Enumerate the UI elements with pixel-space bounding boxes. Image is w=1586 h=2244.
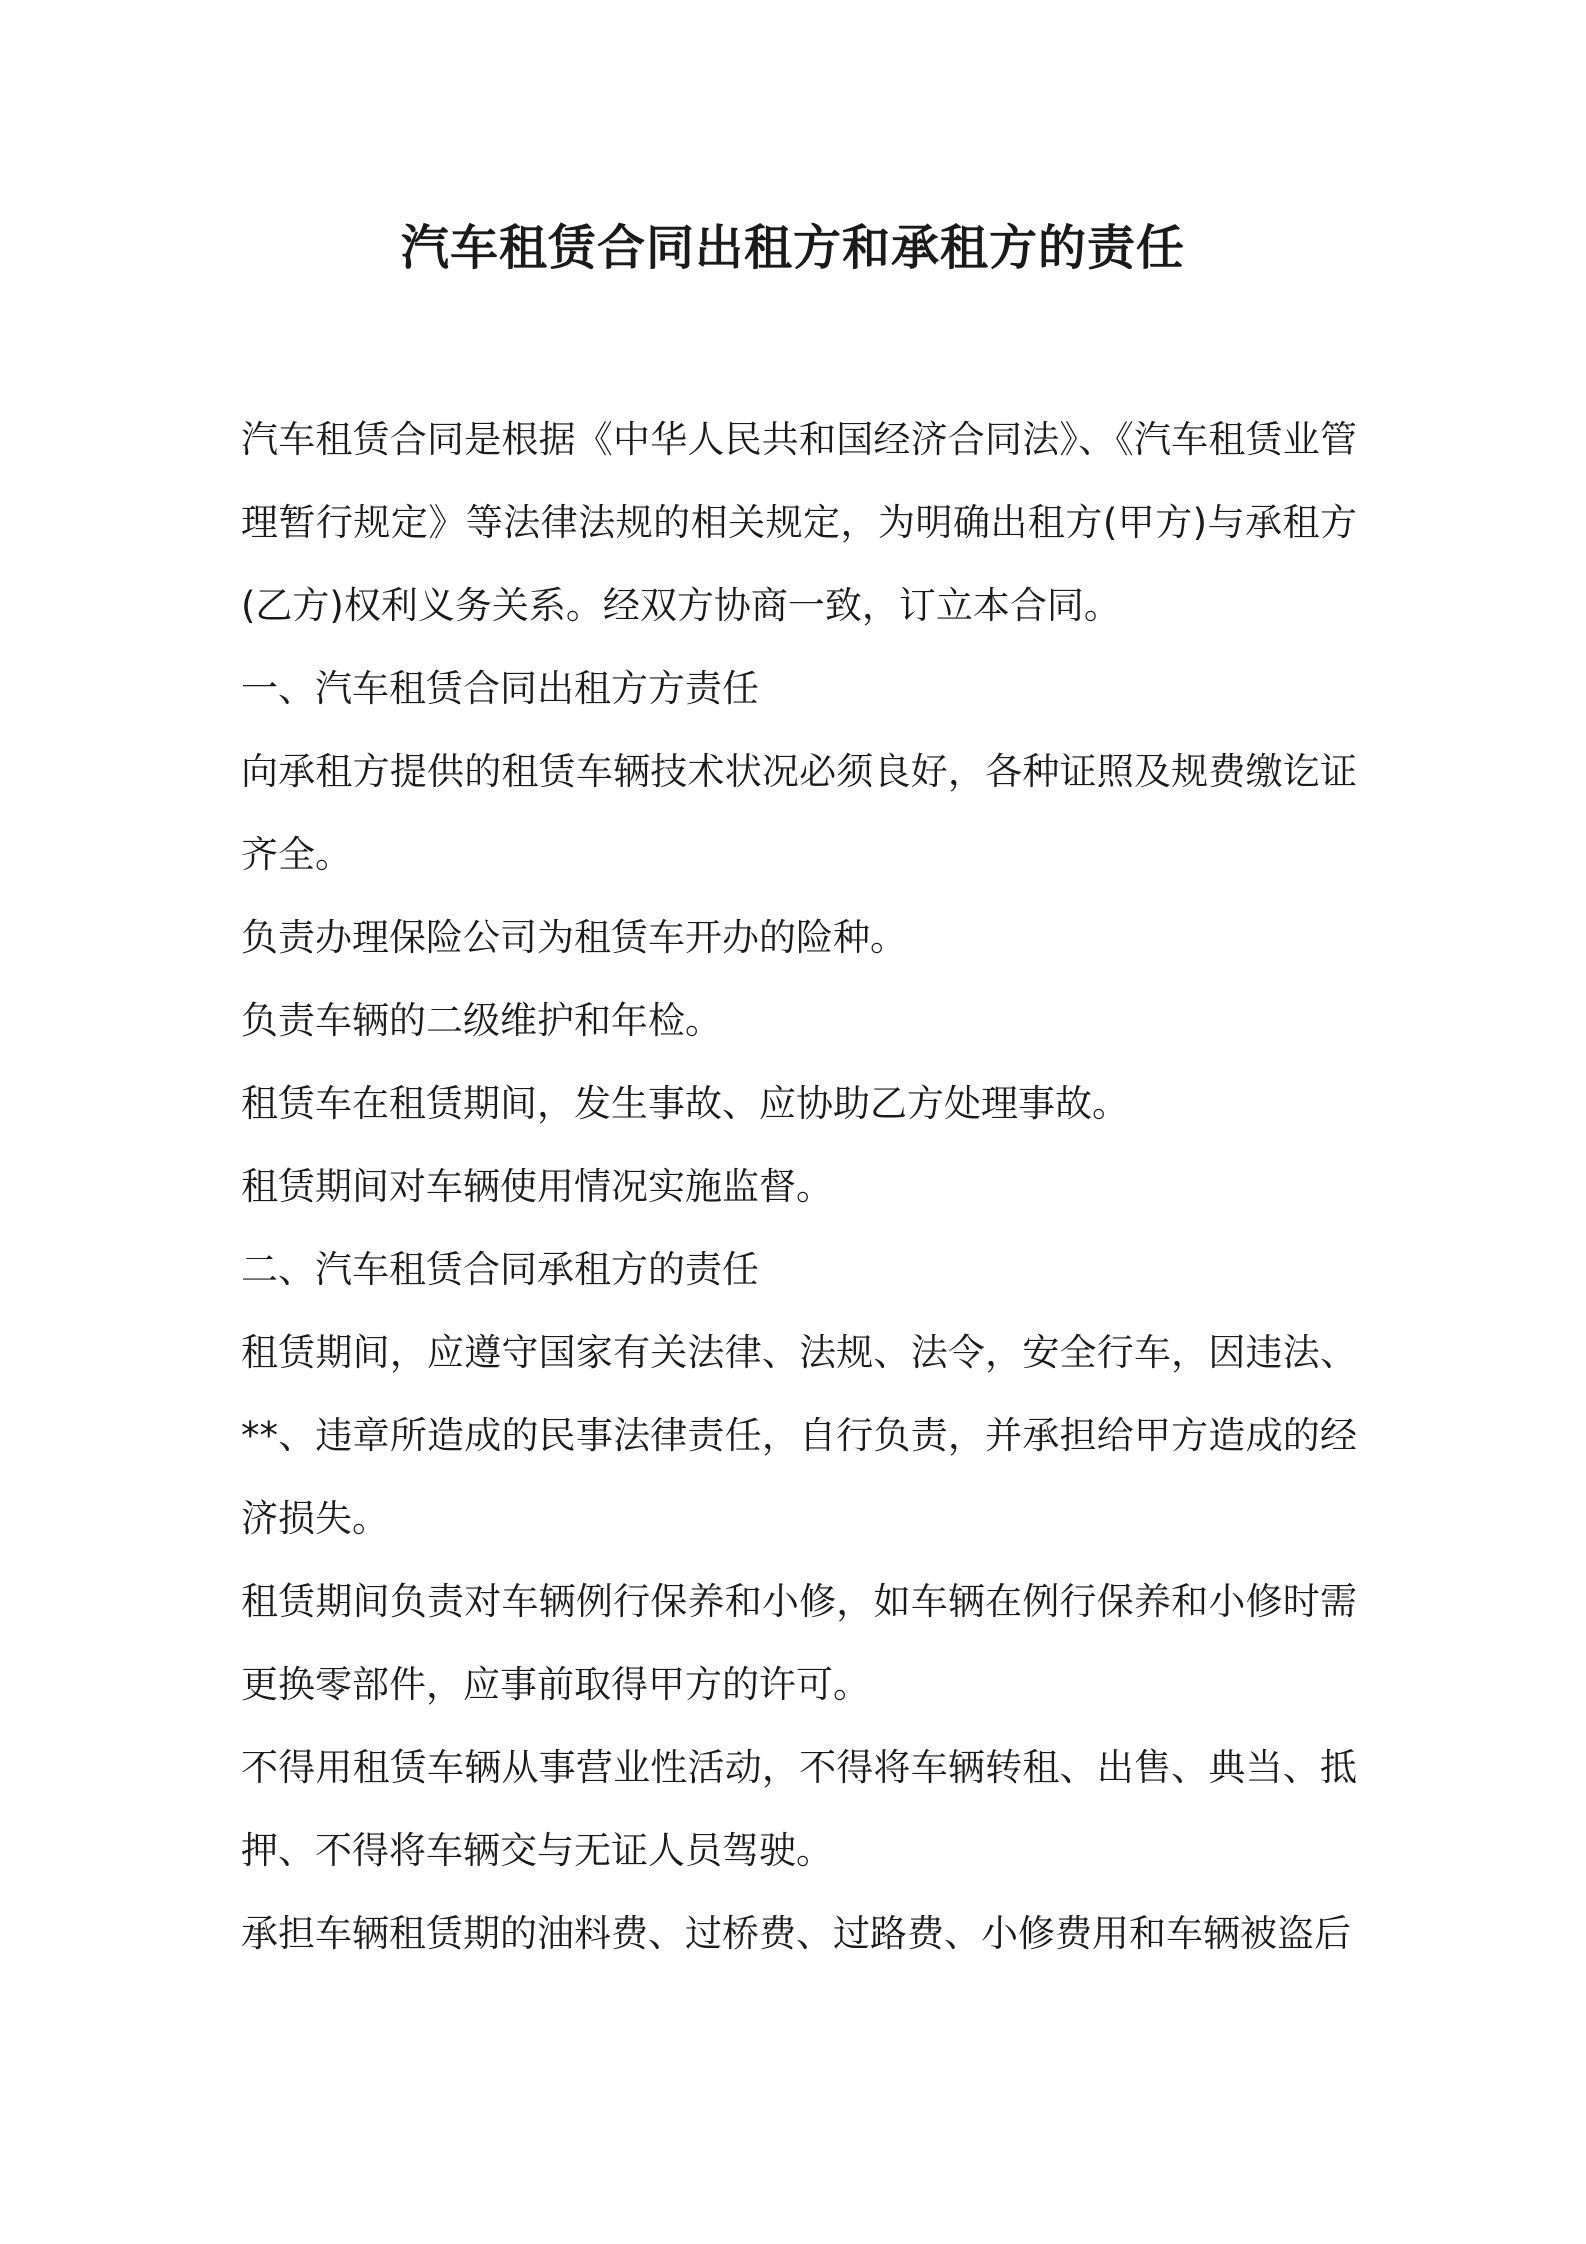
paragraph-intro: 汽车租赁合同是根据《中华人民共和国经济合同法》、《汽车租赁业管理暂行规定》等法律法规的相关规定，为明确出租方(甲方)与承租方(乙方)权利义务关系。经双方协商一致，订立本合同。	[241, 418, 1357, 627]
paragraph-lessor-duty-5: 租赁期间对车辆使用情况实施监督。	[241, 1165, 833, 1208]
paragraph-lessee-duty-1: 租赁期间，应遵守国家有关法律、法规、法令，安全行车，因违法、**、违章所造成的民事法律责任，自行负责，并承担给甲方造成的经济损失。	[241, 1331, 1357, 1540]
paragraph-lessor-duty-1: 向承租方提供的租赁车辆技术状况必须良好，各种证照及规费缴讫证齐全。	[241, 750, 1357, 876]
section-heading-lessor: 一、汽车租赁合同出租方方责任	[241, 667, 759, 710]
document-title: 汽车租赁合同出租方和承租方的责任	[400, 220, 1185, 276]
paragraph-lessee-duty-2: 租赁期间负责对车辆例行保养和小修，如车辆在例行保养和小修时需更换零部件，应事前取得甲方的许可。	[241, 1580, 1357, 1706]
document-body	[241, 398, 1357, 1975]
paragraph-lessee-duty-3: 不得用租赁车辆从事营业性活动，不得将车辆转租、出售、典当、抵押、不得将车辆交与无证人员驾驶。	[241, 1746, 1357, 1872]
paragraph-lessor-duty-3: 负责车辆的二级维护和年检。	[241, 999, 722, 1042]
paragraph-lessor-duty-2: 负责办理保险公司为租赁车开办的险种。	[241, 916, 907, 959]
paragraph-lessee-duty-4: 承担车辆租赁期的油料费、过桥费、过路费、小修费用和车辆被盗后	[241, 1912, 1351, 1955]
section-heading-lessee: 二、汽车租赁合同承租方的责任	[241, 1248, 759, 1291]
paragraph-lessor-duty-4: 租赁车在租赁期间，发生事故、应协助乙方处理事故。	[241, 1082, 1129, 1125]
